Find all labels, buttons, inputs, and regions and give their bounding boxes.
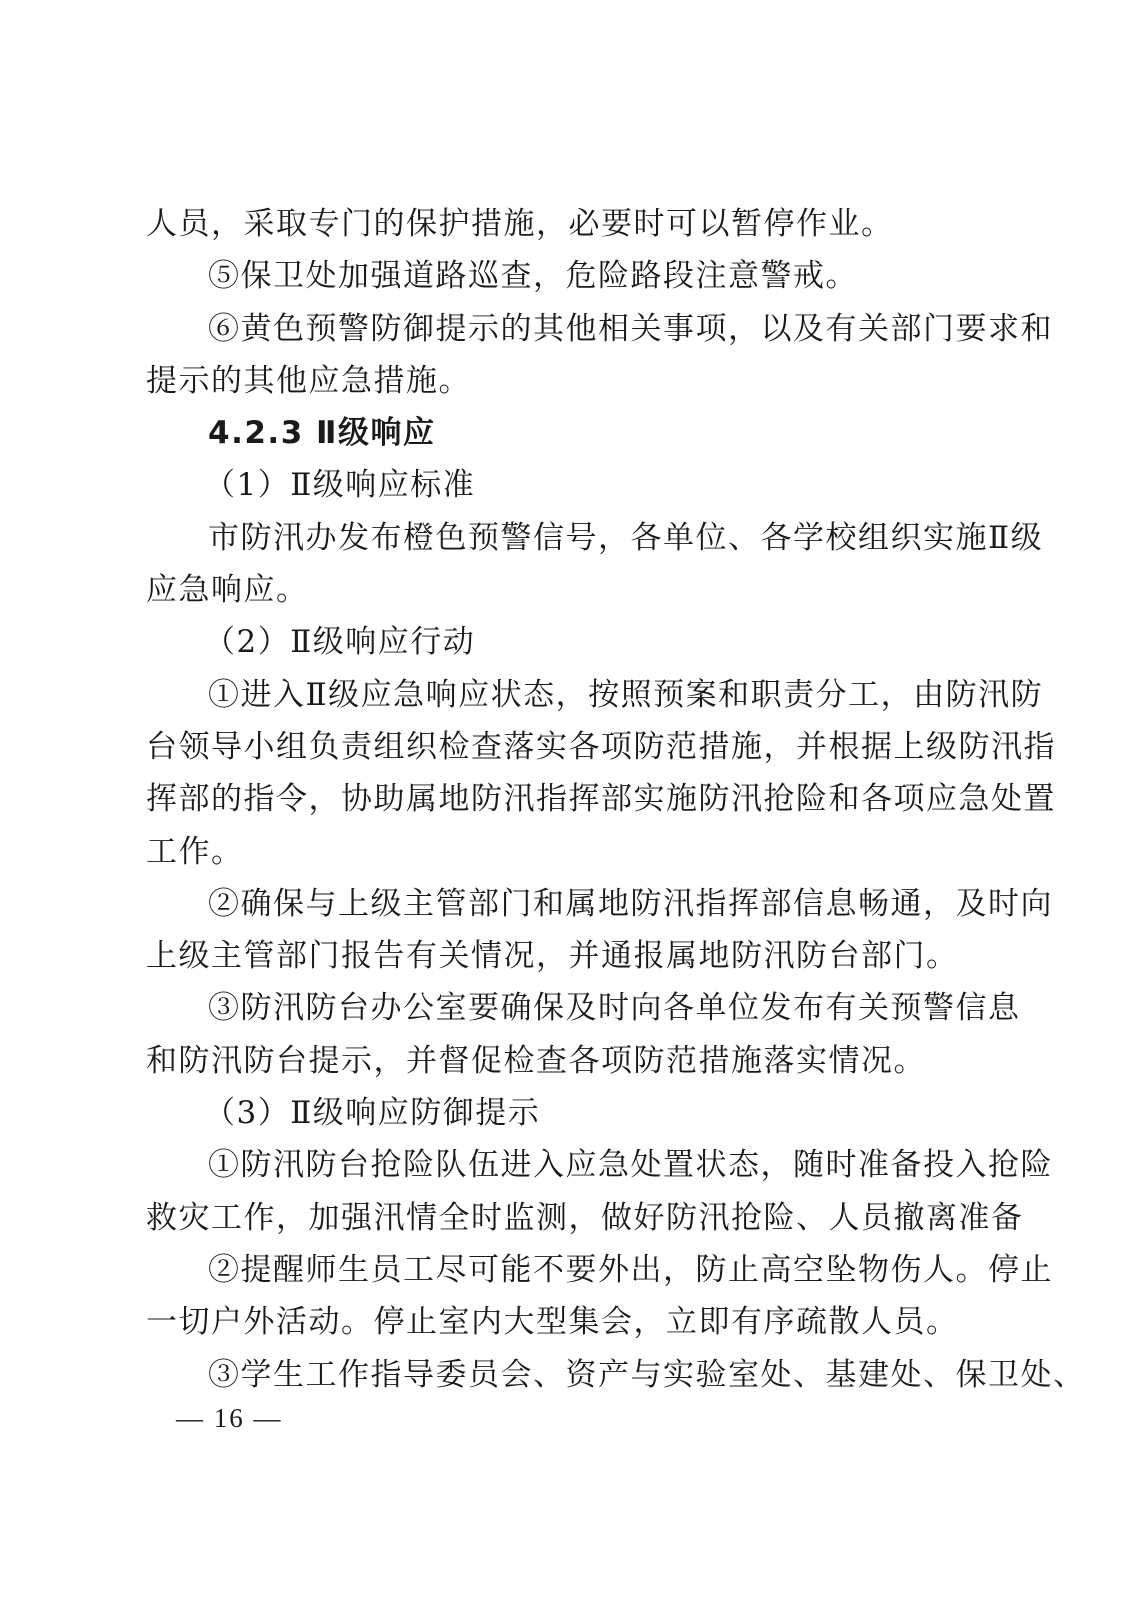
text-line: 台领导小组负责组织检查落实各项防范措施，并根据上级防汛指 — [146, 728, 1056, 765]
text-line: ⑥黄色预警防御提示的其他相关事项，以及有关部门要求和 — [208, 310, 1053, 347]
subsection-heading: （2）Ⅱ级响应行动 — [204, 624, 476, 661]
text-line: 一切户外活动。停止室内大型集会，立即有序疏散人员。 — [146, 1304, 959, 1341]
text-line: ⑤保卫处加强道路巡查，危险路段注意警戒。 — [208, 258, 858, 295]
text-line: ③学生工作指导委员会、资产与实验室处、基建处、保卫处、 — [208, 1356, 1086, 1393]
text-line: 提示的其他应急措施。 — [146, 362, 471, 399]
text-line: ②提醒师生员工尽可能不要外出，防止高空坠物伤人。停止 — [208, 1251, 1053, 1288]
text-line: 救灾工作，加强汛情全时监测，做好防汛抢险、人员撤离准备 — [146, 1199, 1024, 1236]
text-line: 挥部的指令，协助属地防汛指挥部实施防汛抢险和各项应急处置 — [146, 781, 1056, 818]
text-line: 市防汛办发布橙色预警信号，各单位、各学校组织实施Ⅱ级 — [208, 519, 1044, 556]
text-line: ①进入Ⅱ级应急响应状态，按照预案和职责分工，由防汛防 — [208, 676, 1044, 713]
page-number: — 16 — — [176, 1403, 283, 1433]
text-line: ③防汛防台办公室要确保及时向各单位发布有关预警信息 — [208, 990, 1021, 1027]
text-line: ①防汛防台抢险队伍进入应急处置状态，随时准备投入抢险 — [208, 1147, 1053, 1184]
section-heading: 4.2.3 Ⅱ级响应 — [208, 415, 436, 452]
text-line: 上级主管部门报告有关情况，并通报属地防汛防台部门。 — [146, 938, 959, 975]
subsection-heading: （1）Ⅱ级响应标准 — [204, 467, 476, 504]
text-line: 应急响应。 — [146, 572, 309, 609]
subsection-heading: （3）Ⅱ级响应防御提示 — [204, 1095, 541, 1132]
text-line: 人员，采取专门的保护措施，必要时可以暂停作业。 — [146, 206, 894, 242]
text-line: 和防汛防台提示，并督促检查各项防范措施落实情况。 — [146, 1042, 926, 1079]
text-line: ②确保与上级主管部门和属地防汛指挥部信息畅通，及时向 — [208, 885, 1053, 922]
text-line: 工作。 — [146, 833, 244, 870]
document-body — [146, 198, 1086, 1401]
